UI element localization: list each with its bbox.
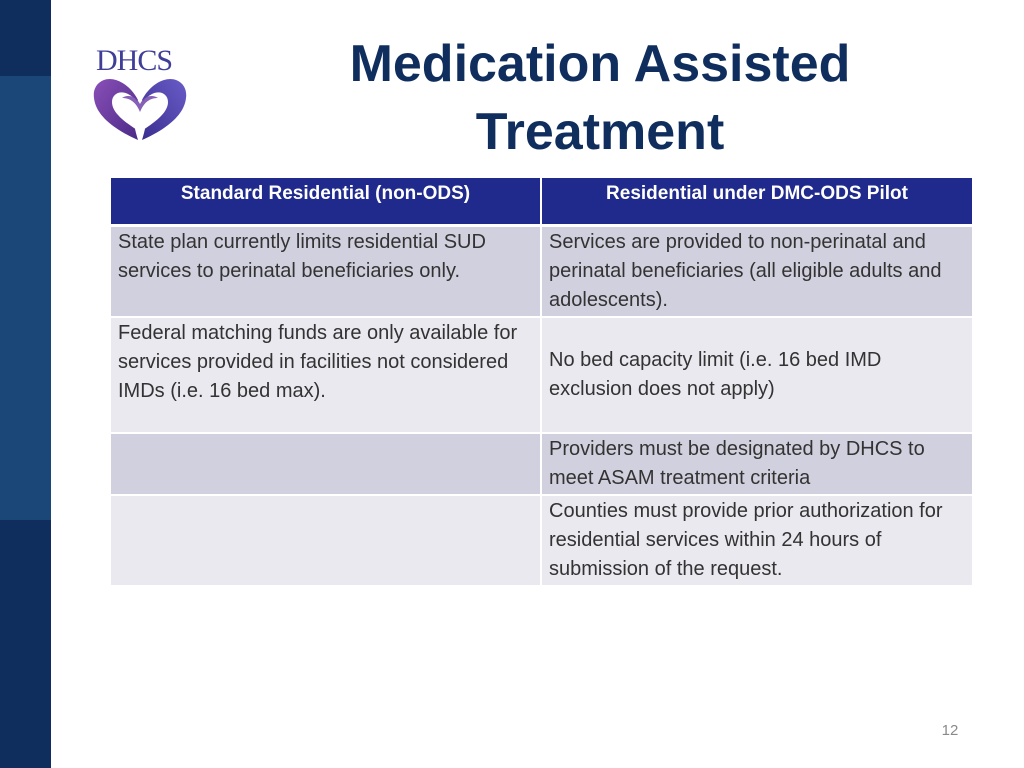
sidebar-stripe [0,0,51,768]
table-cell: Services are provided to non-perinatal and perinatal beneficiaries (all eligible adults and adolescents). [542,227,972,318]
title-line-1: Medication Assisted [349,35,851,93]
table-cell: Providers must be designated by DHCS to meet ASAM treatment criteria [542,434,972,496]
header-dmc-ods-residential: Residential under DMC-ODS Pilot [542,178,972,227]
sidebar-bottom-block [0,520,51,768]
table-cell [111,434,542,496]
table-row [111,434,972,496]
title-line-2: Treatment [475,103,725,161]
table-header-row [111,178,972,227]
sidebar-middle-block [0,76,51,520]
header-standard-residential: Standard Residential (non-ODS) [111,178,542,227]
table-cell: No bed capacity limit (i.e. 16 bed IMD exclusion does not apply) [542,318,972,434]
table-cell: State plan currently limits residential SUD services to perinatal beneficiaries only. [111,227,542,318]
logo-text: DHCS [96,44,173,77]
dhcs-logo [90,44,192,144]
heart-hands-icon [90,74,190,142]
comparison-table [111,178,972,587]
table-cell: Counties must provide prior authorization for residential services within 24 hours of submission of the request. [542,496,972,587]
table-cell: Federal matching funds are only available for services provided in facilities not considered IMDs (i.e. 16 bed max). [111,318,542,434]
table-row [111,227,972,318]
page-number: 12 [941,722,959,739]
sidebar-top-block [0,0,51,76]
table-cell [111,496,542,587]
page-title [330,30,870,166]
table-row [111,496,972,587]
table-row [111,318,972,434]
